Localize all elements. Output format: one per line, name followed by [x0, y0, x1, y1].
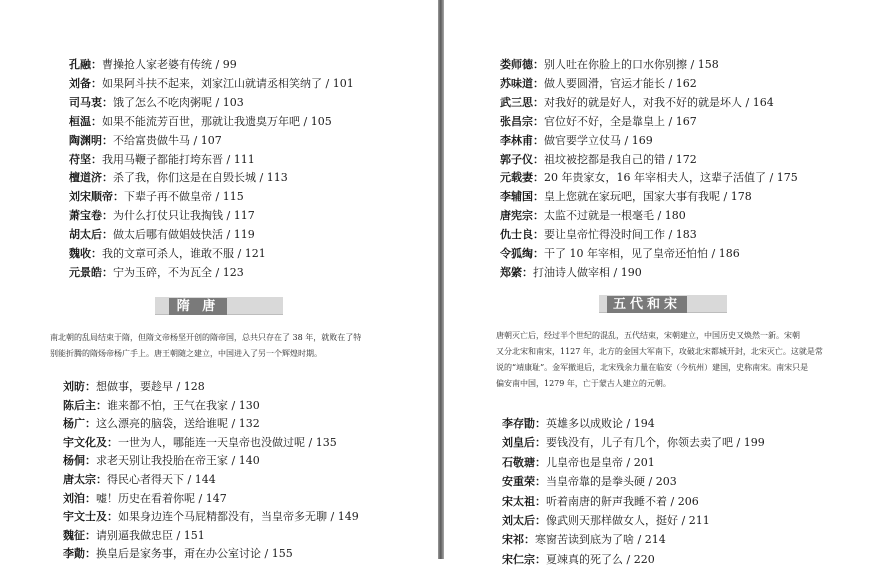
page-separator: / — [621, 133, 632, 147]
page-number: 147 — [205, 491, 227, 505]
page-separator: / — [665, 228, 676, 242]
entry-title: 做太后哪有做娼妓快活 — [113, 228, 223, 242]
entry-name: 宋祁： — [502, 533, 535, 547]
toc-entry — [69, 190, 244, 204]
toc-entry — [502, 553, 655, 567]
toc-entry — [63, 547, 293, 561]
entry-title: 祖坟被挖都是我自己的错 — [544, 152, 665, 166]
toc-entry — [502, 456, 655, 470]
toc-entry — [502, 417, 655, 431]
page-separator: / — [173, 380, 184, 393]
entry-name: 杨广： — [63, 417, 96, 431]
entry-title: 当皇帝靠的是拳头硬 — [546, 475, 645, 489]
entry-title: 不给富贵做牛马 — [113, 133, 190, 147]
entry-name: 张昌宗： — [500, 114, 544, 128]
page-number: 190 — [620, 265, 642, 279]
entry-title: 请别逼我做忠臣 — [96, 528, 173, 542]
page-number: 151 — [183, 528, 205, 542]
entry-title: 嘘！历史在看着你呢 — [96, 491, 195, 505]
entry-name: 唐宪宗： — [500, 209, 544, 223]
entry-name: 石敬瑭： — [502, 455, 546, 469]
entry-name: 宋太祖： — [502, 494, 546, 508]
entry-name: 檀道济： — [69, 171, 113, 185]
entry-name: 唐太宗： — [63, 473, 107, 486]
entry-name: 宇文化及： — [63, 435, 118, 449]
entry-title: 下辈子再不做皇帝 — [124, 190, 212, 204]
entry-title: 儿皇帝也是皇帝 — [546, 455, 623, 469]
entry-name: 娄师德： — [500, 58, 544, 71]
page-number: 206 — [677, 494, 699, 508]
entry-title: 对我好的就是好人，对我不好的就是坏人 — [544, 95, 742, 109]
entry-title: 像武则天那样做女人，挺好 — [546, 514, 678, 527]
entry-name: 元景皓： — [69, 265, 113, 279]
page-number: 167 — [675, 114, 697, 128]
entry-title: 如果身边连个马屁精都没有，当皇帝多无聊 — [118, 510, 327, 524]
page-number: 214 — [644, 533, 666, 547]
entry-name: 刘洎： — [63, 491, 96, 505]
toc-entry — [69, 153, 255, 167]
page-separator: / — [223, 228, 234, 242]
page-number: 220 — [633, 552, 655, 566]
page-separator: / — [665, 152, 676, 166]
toc-entry — [500, 266, 642, 280]
page-separator: / — [634, 533, 645, 547]
entry-title: 得民心者得天下 — [107, 473, 184, 486]
entry-title: 要让皇帝忙得没时间工作 — [544, 228, 665, 242]
page-separator: / — [300, 114, 311, 128]
page-separator: / — [720, 190, 731, 204]
toc-entry — [502, 514, 710, 528]
page-separator: / — [610, 265, 621, 279]
entry-title: 杀了我，你们这是在自毁长城 — [113, 171, 256, 185]
page-number: 101 — [332, 76, 354, 90]
page-separator: / — [228, 417, 239, 431]
entry-title: 夏竦真的死了么 — [546, 552, 623, 566]
page-number: 175 — [776, 171, 798, 185]
page-number: 132 — [238, 417, 260, 431]
page-separator: / — [223, 152, 234, 166]
page-number: 169 — [631, 133, 653, 147]
page-separator: / — [223, 209, 234, 223]
entry-name: 魏征： — [63, 528, 96, 542]
page-separator: / — [234, 247, 245, 260]
entry-name: 陈后主： — [63, 398, 107, 412]
entry-name: 郑綮： — [500, 265, 533, 279]
entry-title: 曹操抢人家老婆有传统 — [102, 58, 212, 71]
toc-entry — [500, 134, 653, 148]
toc-entry — [502, 436, 765, 450]
toc-entry — [63, 417, 260, 431]
page-separator: / — [190, 133, 201, 147]
toc-entry — [69, 247, 266, 261]
page-number: 203 — [655, 475, 677, 489]
page-separator: / — [228, 398, 239, 412]
right-page — [444, 0, 883, 566]
entry-title: 换皇后是家务事，甭在办公室讨论 — [96, 547, 261, 561]
toc-entry — [69, 209, 255, 223]
entry-name: 司马衷： — [69, 95, 113, 109]
page-number: 130 — [238, 398, 260, 412]
toc-entry — [500, 77, 697, 91]
page-separator: / — [327, 510, 338, 524]
toc-entry — [500, 190, 752, 204]
entry-name: 郭子仪： — [500, 152, 544, 166]
entry-name: 孔融： — [69, 58, 102, 71]
page-separator: / — [742, 95, 753, 109]
page-number: 211 — [688, 514, 710, 527]
entry-title: 饿了怎么不吃肉粥呢 — [113, 95, 212, 109]
entry-title: 做人要圆滑，官运才能长 — [544, 76, 665, 90]
toc-entry — [500, 171, 798, 185]
entry-name: 武三思： — [500, 95, 544, 109]
entry-title: 我的文章可杀人，谁敢不服 — [102, 247, 234, 260]
entry-name: 陶渊明： — [69, 133, 113, 147]
page-separator: / — [184, 473, 195, 486]
entry-title: 20 年贵家女，16 年宰相夫人，这辈子活值了 — [544, 171, 766, 185]
intro-line: 又分北宋和南宋，1127 年，北方的金国大军南下，攻破北宋都城开封，北宋灭亡。这就是常 — [496, 347, 823, 356]
entry-name: 令狐绹： — [500, 247, 544, 260]
page-number: 117 — [233, 209, 255, 223]
toc-entry — [63, 454, 260, 468]
page-separator: / — [195, 491, 206, 505]
entry-title: 一世为人，哪能连一天皇帝也没做过呢 — [118, 435, 305, 449]
page-number: 99 — [222, 58, 237, 71]
page-separator: / — [623, 417, 634, 430]
section-banner-sui-tang — [155, 297, 283, 315]
page-number: 158 — [697, 58, 719, 71]
page-separator: / — [667, 494, 678, 508]
page-separator: / — [212, 265, 223, 279]
page-separator: / — [173, 528, 184, 542]
page-separator: / — [678, 514, 689, 527]
page-number: 105 — [310, 114, 332, 128]
entry-title: 太监不过就是一根毫毛 — [544, 209, 654, 223]
page-number: 115 — [222, 190, 244, 204]
page-number: 149 — [337, 510, 359, 524]
page-number: 113 — [266, 171, 288, 185]
page-number: 135 — [315, 435, 337, 449]
section-title: 隋 唐 — [169, 298, 227, 315]
entry-title: 我用马鞭子都能打垮东晋 — [102, 152, 223, 166]
entry-name: 苻坚： — [69, 152, 102, 166]
toc-entry — [500, 115, 697, 129]
entry-title: 如果阿斗扶不起来，刘家江山就请丞相笑纳了 — [102, 76, 322, 90]
toc-entry — [69, 134, 222, 148]
page-number: 123 — [222, 265, 244, 279]
toc-entry — [500, 58, 719, 72]
toc-entry — [69, 171, 288, 185]
page-separator: / — [708, 247, 719, 260]
toc-entry — [500, 228, 697, 242]
page-number: 140 — [238, 454, 260, 468]
entry-name: 刘昉： — [63, 380, 96, 393]
page-separator: / — [305, 435, 316, 449]
page-number: 199 — [743, 436, 765, 450]
toc-entry — [69, 115, 332, 129]
page-number: 121 — [244, 247, 266, 260]
entry-title: 做官要学立仗马 — [544, 133, 621, 147]
entry-title: 皇上您就在家玩吧，国家大事有我呢 — [544, 190, 720, 204]
entry-name: 萧宝卷： — [69, 209, 113, 223]
entry-title: 官位好不好，全是靠皇上 — [544, 114, 665, 128]
toc-entry — [63, 380, 205, 394]
entry-title: 想做事，要趁早 — [96, 380, 173, 393]
toc-entry — [63, 492, 227, 506]
entry-name: 李勣： — [63, 547, 96, 561]
entry-name: 刘皇后： — [502, 436, 546, 450]
entry-title: 寒窗苦读到底为了啥 — [535, 533, 634, 547]
page-number: 201 — [633, 455, 655, 469]
entry-title: 宁为玉碎，不为瓦全 — [113, 265, 212, 279]
entry-title: 要钱没有，儿子有几个，你领去卖了吧 — [546, 436, 733, 450]
page-separator: / — [623, 455, 634, 469]
entry-name: 胡太后： — [69, 228, 113, 242]
entry-name: 杨侗： — [63, 454, 96, 468]
toc-entry — [63, 510, 359, 524]
entry-title: 谁来都不怕，王气在我家 — [107, 398, 228, 412]
page-number: 194 — [633, 417, 655, 430]
toc-entry — [502, 475, 677, 489]
entry-title: 英雄多以成败论 — [546, 417, 623, 430]
page-number: 119 — [233, 228, 255, 242]
page-separator: / — [212, 58, 223, 71]
entry-name: 宋仁宗： — [502, 552, 546, 566]
toc-entry — [500, 96, 774, 110]
entry-title: 干了 10 年宰相，见了皇帝还怕怕 — [544, 247, 708, 260]
page-number: 107 — [200, 133, 222, 147]
entry-name: 刘太后： — [502, 514, 546, 527]
page-separator: / — [654, 209, 665, 223]
entry-name: 刘备： — [69, 76, 102, 90]
page-number: 144 — [194, 473, 216, 486]
entry-name: 仇士良： — [500, 228, 544, 242]
entry-title: 为什么打仗只让我掏钱 — [113, 209, 223, 223]
page-separator: / — [623, 552, 634, 566]
toc-entry — [63, 473, 216, 487]
entry-name: 安重荣： — [502, 475, 546, 489]
intro-line: 别能折腾的隋炀帝杨广手上。唐王朝随之建立，中国进入了另一个辉煌时期。 — [50, 349, 322, 358]
page-number: 178 — [730, 190, 752, 204]
page-separator: / — [645, 475, 656, 489]
entry-title: 求老天别让我投胎在帝王家 — [96, 454, 228, 468]
page-number: 111 — [233, 152, 255, 166]
page-number: 172 — [675, 152, 697, 166]
entry-title: 别人吐在你脸上的口水你别擦 — [544, 58, 687, 71]
page-number: 162 — [675, 76, 697, 90]
page-number: 186 — [718, 247, 740, 260]
entry-title: 听着南唐的鼾声我睡不着 — [546, 494, 667, 508]
toc-entry — [69, 96, 244, 110]
entry-name: 李存勖： — [502, 417, 546, 430]
page-separator: / — [733, 436, 744, 450]
toc-entry — [69, 77, 354, 91]
entry-name: 李林甫： — [500, 133, 544, 147]
page-separator: / — [322, 76, 333, 90]
entry-name: 苏味道： — [500, 76, 544, 90]
toc-entry — [502, 533, 666, 547]
toc-entry — [500, 247, 740, 261]
section-banner-wudai-song — [599, 295, 727, 313]
intro-line: 南北朝的乱局结束于隋，但隋文帝杨坚开创的隋帝国，总共只存在了 38 年，就败在了特 — [50, 333, 362, 342]
entry-name: 宇文士及： — [63, 510, 118, 524]
toc-entry — [500, 209, 686, 223]
toc-entry — [63, 436, 337, 450]
entry-name: 李辅国： — [500, 190, 544, 204]
toc-entry — [502, 495, 699, 509]
page-number: 155 — [271, 547, 293, 561]
page-separator: / — [212, 190, 223, 204]
page-separator: / — [256, 171, 267, 185]
page-separator: / — [261, 547, 272, 561]
toc-entry — [63, 399, 260, 413]
page-separator: / — [665, 114, 676, 128]
page-number: 103 — [222, 95, 244, 109]
toc-entry — [500, 153, 697, 167]
page-number: 180 — [664, 209, 686, 223]
page-number: 183 — [675, 228, 697, 242]
entry-name: 桓温： — [69, 114, 102, 128]
intro-line: 说的“靖康耻”。金军撤退后，北宋残余力量在临安（今杭州）建国，史称南宋。南宋只是 — [496, 363, 809, 372]
intro-line: 唐朝灭亡后，经过半个世纪的混乱，五代结束，宋朝建立，中国历史又焕然一新。宋朝 — [496, 331, 800, 340]
entry-title: 这么漂亮的脑袋，送给谁呢 — [96, 417, 228, 431]
entry-title: 打油诗人做宰相 — [533, 265, 610, 279]
entry-title: 如果不能流芳百世，那就让我遗臭万年吧 — [102, 114, 300, 128]
toc-entry — [69, 266, 244, 280]
entry-name: 刘宋顺帝： — [69, 190, 124, 204]
toc-entry — [63, 529, 205, 543]
entry-name: 魏收： — [69, 247, 102, 260]
page-number: 128 — [183, 380, 205, 393]
toc-entry — [69, 228, 255, 242]
section-title: 五代和宋 — [607, 296, 687, 313]
entry-name: 元载妻： — [500, 171, 544, 185]
intro-line: 偏安南中国，1279 年，亡于蒙古人建立的元朝。 — [496, 379, 671, 388]
page-separator: / — [212, 95, 223, 109]
toc-entry — [69, 58, 237, 72]
page-separator: / — [687, 58, 698, 71]
page-separator: / — [665, 76, 676, 90]
page-separator: / — [228, 454, 239, 468]
left-page — [0, 0, 438, 559]
page-separator: / — [766, 171, 777, 185]
page-number: 164 — [752, 95, 774, 109]
